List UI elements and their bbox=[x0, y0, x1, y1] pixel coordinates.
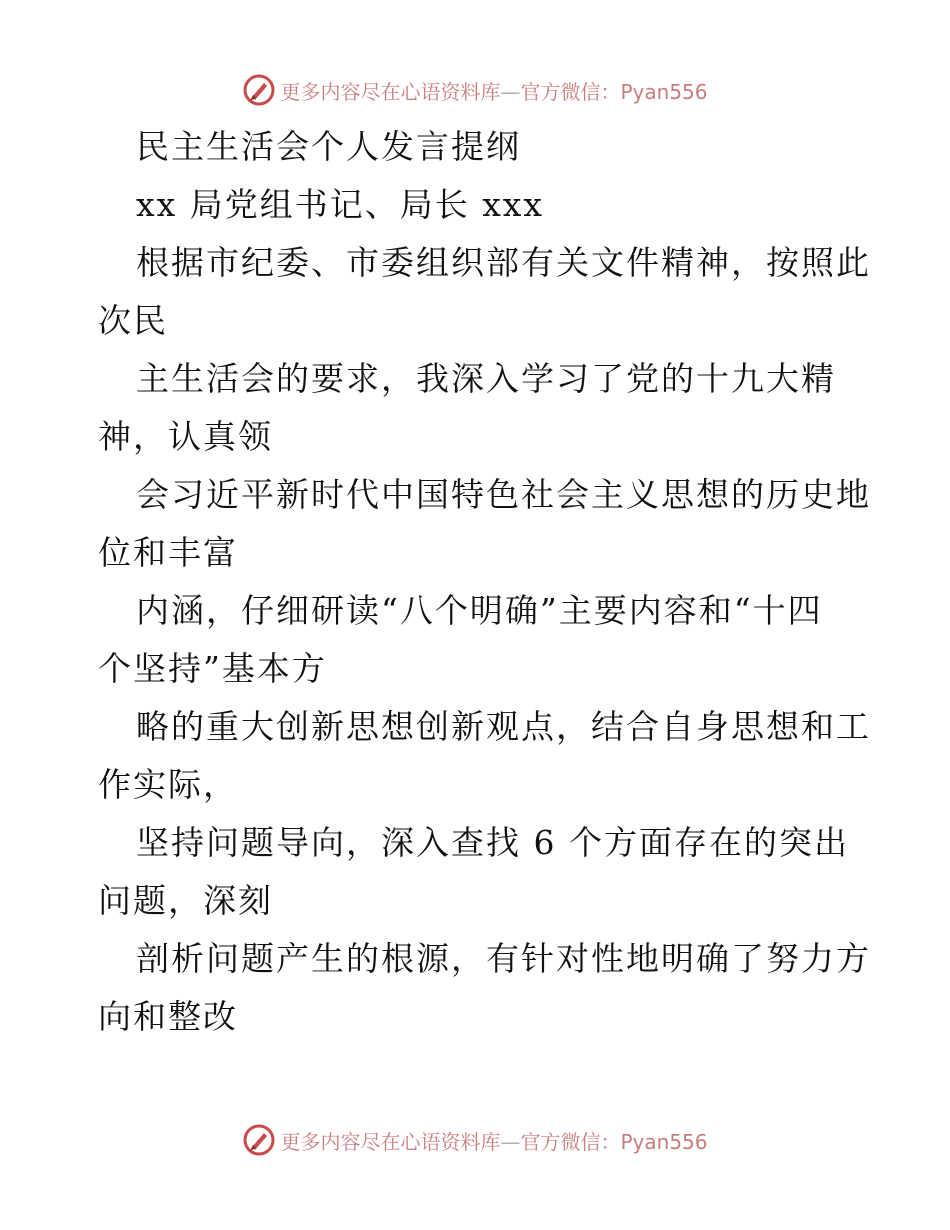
paragraph-line: 神，认真领 bbox=[98, 417, 273, 456]
paragraph-line: 次民 bbox=[98, 301, 168, 340]
document-title: 民主生活会个人发言提纲 bbox=[136, 127, 521, 166]
paragraph-line: 向和整改 bbox=[98, 997, 238, 1036]
paragraph-line: 作实际， bbox=[98, 765, 238, 804]
paragraph-line: 位和丰富 bbox=[98, 533, 238, 572]
document-body bbox=[98, 118, 871, 1046]
paragraph-line: 会习近平新时代中国特色社会主义思想的历史地 bbox=[136, 475, 871, 514]
pen-logo-icon bbox=[242, 1123, 276, 1157]
paragraph-line: 根据市纪委、市委组织部有关文件精神，按照此 bbox=[136, 243, 871, 282]
pen-logo-icon bbox=[242, 73, 276, 107]
header-watermark bbox=[0, 70, 950, 110]
paragraph-line: 内涵，仔细研读“八个明确”主要内容和“十四 bbox=[136, 591, 823, 630]
paragraph-line: 个坚持”基本方 bbox=[98, 649, 327, 688]
paragraph-line: 问题，深刻 bbox=[98, 881, 273, 920]
paragraph-line: 坚持问题导向，深入查找 6 个方面存在的突出 bbox=[136, 823, 849, 862]
watermark-text: 更多内容尽在心语资料库—官方微信：Pyan556 bbox=[280, 79, 708, 104]
paragraph-line: 略的重大创新思想创新观点，结合自身思想和工 bbox=[136, 707, 871, 746]
paragraph-line: 主生活会的要求，我深入学习了党的十九大精 bbox=[136, 359, 836, 398]
document-author: xx 局党组书记、局长 xxx bbox=[136, 185, 545, 224]
paragraph-line: 剖析问题产生的根源，有针对性地明确了努力方 bbox=[136, 939, 871, 978]
footer-watermark bbox=[0, 1120, 950, 1160]
watermark-text: 更多内容尽在心语资料库—官方微信：Pyan556 bbox=[280, 1129, 708, 1154]
